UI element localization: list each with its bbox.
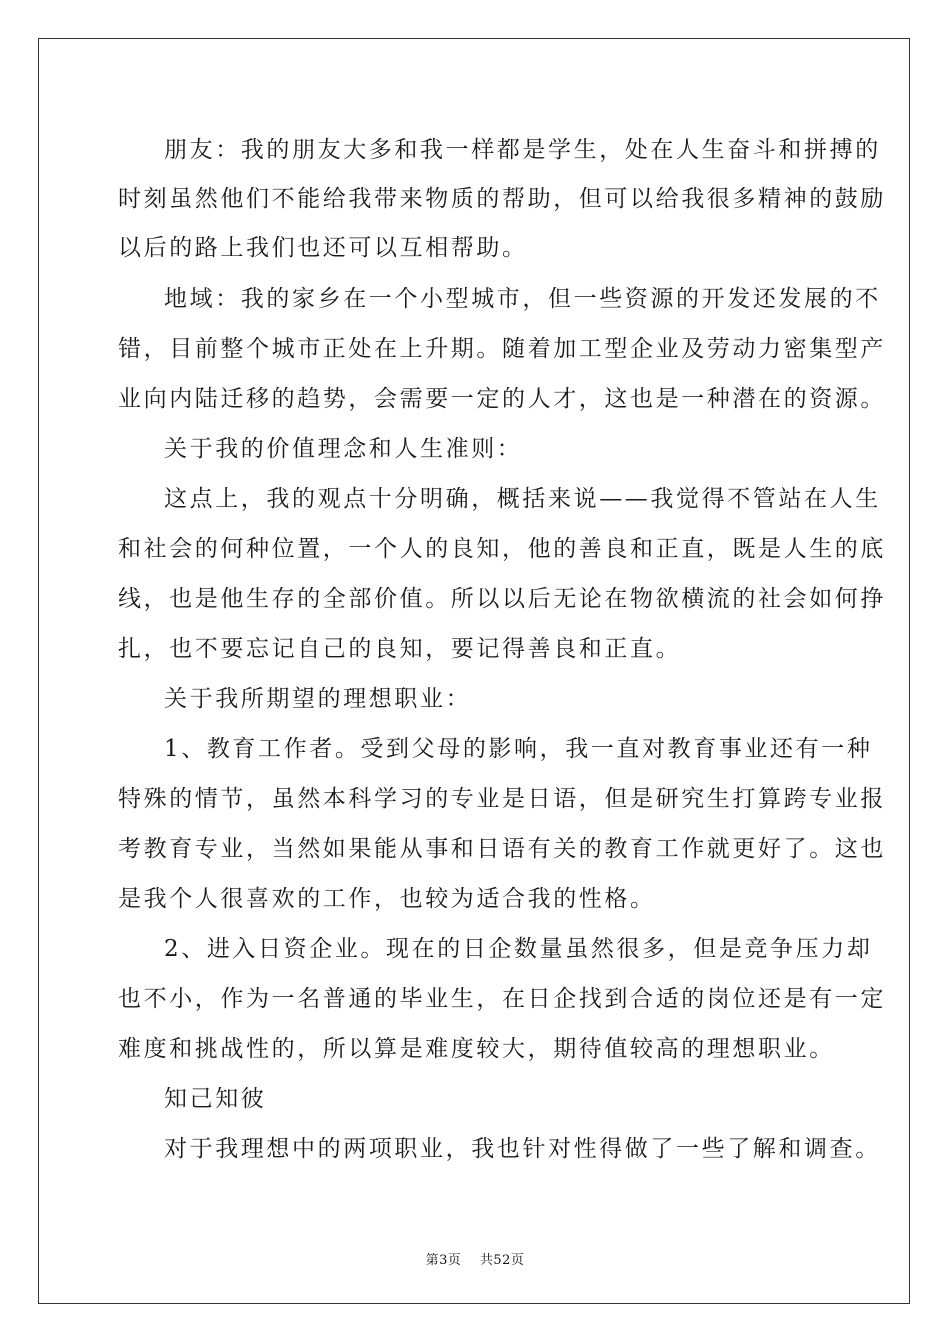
text-line: 是我个人很喜欢的工作，也较为适合我的性格。 — [118, 886, 656, 912]
text-line: 1、教育工作者。受到父母的影响，我一直对教育事业还有一种 — [164, 736, 873, 762]
text-line: 线，也是他生存的全部价值。所以以后无论在物欲横流的社会如何挣 — [118, 586, 886, 612]
text-line: 以后的路上我们也还可以互相帮助。 — [118, 235, 528, 261]
text-line: 难度和挑战性的，所以算是难度较大，期待值较高的理想职业。 — [118, 1036, 835, 1062]
text-line: 扎，也不要忘记自己的良知，要记得善良和正直。 — [118, 636, 682, 662]
text-line: 2、进入日资企业。现在的日企数量虽然很多，但是竞争压力却 — [164, 936, 873, 962]
text-line: 这点上，我的观点十分明确，概括来说——我觉得不管站在人生 — [164, 486, 881, 512]
page-number: 第3页 — [425, 1253, 462, 1268]
page-total: 共52页 — [479, 1253, 525, 1268]
text-line: 朋友：我的朋友大多和我一样都是学生，处在人生奋斗和拼搏的 — [164, 137, 881, 163]
text-line: 业向内陆迁移的趋势，会需要一定的人才，这也是一种潜在的资源。 — [118, 386, 886, 412]
text-line: 知己知彼 — [164, 1086, 267, 1112]
text-line: 地域：我的家乡在一个小型城市，但一些资源的开发还发展的不 — [164, 286, 881, 312]
text-line: 考教育专业，当然如果能从事和日语有关的教育工作就更好了。这也 — [118, 836, 886, 862]
text-line: 时刻虽然他们不能给我带来物质的帮助，但可以给我很多精神的鼓励 — [118, 186, 886, 212]
page-border — [38, 38, 910, 1304]
text-line: 也不小，作为一名普通的毕业生，在日企找到合适的岗位还是有一定 — [118, 986, 886, 1012]
text-line: 关于我所期望的理想职业： — [164, 686, 472, 712]
text-line: 对于我理想中的两项职业，我也针对性得做了一些了解和调查。 — [164, 1136, 881, 1162]
text-line: 关于我的价值理念和人生准则： — [164, 436, 523, 462]
text-line: 特殊的情节，虽然本科学习的专业是日语，但是研究生打算跨专业报 — [118, 786, 886, 812]
page-footer — [0, 1249, 950, 1268]
text-line: 和社会的何种位置，一个人的良知，他的善良和正直，既是人生的底 — [118, 536, 886, 562]
text-line: 错，目前整个城市正处在上升期。随着加工型企业及劳动力密集型产 — [118, 336, 886, 362]
